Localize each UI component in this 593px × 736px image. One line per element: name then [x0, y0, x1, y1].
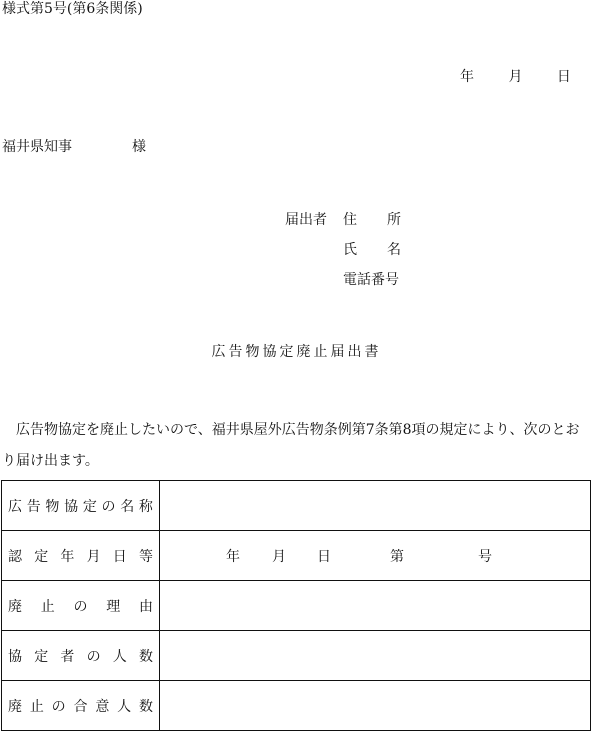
row-label-certification-date	[2, 531, 160, 581]
label-char: 数	[138, 648, 153, 665]
filer-address-char: 住	[343, 212, 357, 228]
cert-number-prefix: 第	[390, 548, 404, 565]
row-label-consent-count	[2, 681, 160, 731]
label-char: 月	[86, 548, 101, 565]
form-number: 様式第5号(第6条関係)	[2, 1, 143, 17]
label-char: 認	[8, 548, 22, 565]
label-char: 称	[138, 498, 153, 515]
label-char: 由	[139, 598, 153, 615]
row-label-agreement-name	[2, 481, 160, 531]
label-char: 人	[117, 698, 132, 715]
date-month-label: 月	[508, 69, 523, 85]
table-row	[2, 681, 591, 731]
date-year-label: 年	[460, 69, 474, 85]
abolition-reason-value[interactable]	[160, 581, 591, 631]
label-char: 日	[112, 548, 127, 565]
label-char: 廃	[8, 698, 22, 715]
cert-year-label: 年	[226, 548, 240, 565]
row-label-abolition-reason	[2, 581, 160, 631]
label-char: 意	[95, 698, 110, 715]
label-char: 協	[8, 648, 22, 665]
label-char: 人	[112, 648, 127, 665]
label-char: の	[73, 598, 88, 615]
label-char: 協	[64, 498, 79, 515]
date-day-label: 日	[556, 69, 571, 85]
label-char: 者	[60, 648, 75, 665]
label-char: 広	[8, 498, 22, 515]
cert-number-suffix: 号	[478, 548, 492, 565]
label-char: の	[86, 648, 101, 665]
table-row	[2, 631, 591, 681]
label-char: 止	[40, 598, 55, 615]
label-char: 定	[34, 548, 49, 565]
table-row	[2, 531, 591, 581]
label-char: 物	[45, 498, 60, 515]
document-title: 広告物協定廃止届出書	[211, 344, 382, 360]
label-char: 合	[73, 698, 88, 715]
consent-count-value[interactable]	[160, 681, 591, 731]
row-label-party-count	[2, 631, 160, 681]
filer-label: 届出者	[285, 212, 327, 228]
label-char: 年	[60, 548, 75, 565]
label-char: 名	[120, 498, 135, 515]
addressee-name: 福井県知事	[2, 139, 72, 155]
cert-month-label: 月	[272, 548, 286, 565]
label-char: 数	[138, 698, 153, 715]
label-char: 告	[26, 498, 41, 515]
label-char: の	[51, 698, 66, 715]
label-char: 等	[138, 548, 153, 565]
label-char: 定	[34, 648, 49, 665]
label-char: 理	[106, 598, 121, 615]
body-text: 広告物協定を廃止したいので、福井県屋外広告物条例第7条第8項の規定により、次のとおり届け出ます。	[2, 422, 580, 469]
label-char: 定	[82, 498, 97, 515]
label-char: 廃	[8, 598, 22, 615]
addressee	[2, 140, 146, 154]
filer-address-char: 所	[387, 212, 401, 228]
info-table	[1, 480, 591, 731]
label-char: の	[101, 498, 116, 515]
filer-name-label	[343, 243, 401, 257]
label-char: 止	[29, 698, 44, 715]
certification-date-fields	[160, 531, 590, 580]
addressee-honorific: 様	[132, 139, 146, 155]
party-count-value[interactable]	[160, 631, 591, 681]
table-row	[2, 581, 591, 631]
filer-address-label	[343, 213, 401, 227]
filer-name-char: 名	[387, 242, 401, 258]
date-line	[460, 70, 571, 84]
table-row	[2, 481, 591, 531]
filer-phone-label: 電話番号	[343, 272, 399, 288]
cert-day-label: 日	[317, 548, 331, 565]
certification-date-value[interactable]	[160, 531, 591, 581]
agreement-name-value[interactable]	[160, 481, 591, 531]
filer-name-char: 氏	[343, 242, 357, 258]
